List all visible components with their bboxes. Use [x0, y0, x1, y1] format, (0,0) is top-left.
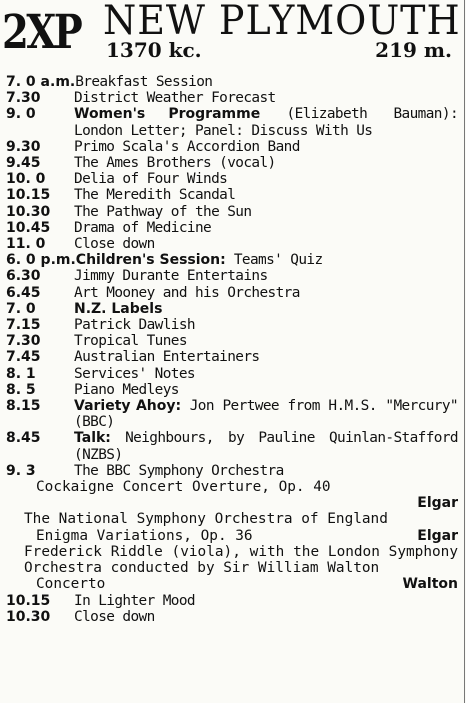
entry-time: 8. 5 — [6, 381, 36, 398]
listing-entry — [6, 187, 458, 203]
entry-title: Delia of Four Winds — [74, 171, 228, 188]
entry-time: 10.15 — [6, 187, 51, 204]
entry-time: 9.45 — [6, 155, 41, 172]
entry-time: 7.15 — [6, 317, 41, 334]
concert-composer: Walton — [402, 576, 458, 593]
concert-performers: The National Symphony Orchestra of England — [24, 511, 388, 528]
listing-entry — [6, 366, 458, 382]
entry-title: In Lighter Mood — [74, 592, 195, 609]
station-name: NEW PLYMOUTH — [103, 0, 461, 44]
entry-time: 7.45 — [6, 349, 41, 366]
entry-title: The Pathway of the Sun — [74, 203, 252, 220]
listing-entry — [6, 106, 458, 138]
listing-entry — [6, 398, 458, 430]
entry-title: The Ames Brothers (vocal) — [74, 155, 276, 172]
entry-heading: Children's Session: — [75, 252, 226, 269]
listing-entry — [6, 268, 458, 284]
listing-entry — [6, 382, 458, 398]
entry-time: 8.15 — [6, 398, 41, 415]
entry-title: Primo Scala's Accordion Band — [74, 138, 300, 155]
entry-heading: Women's Programme — [74, 106, 261, 123]
concert-work: Concerto — [36, 576, 106, 593]
entry-time: 7. 0 a.m. — [6, 74, 76, 90]
listing-entry — [6, 139, 458, 155]
entry-title: Tropical Tunes — [74, 333, 187, 350]
entry-title: Breakfast Session — [75, 74, 213, 90]
entry-time: 10.30 — [6, 608, 51, 625]
listing-entry — [6, 333, 458, 349]
concert-work: Cockaigne Concert Overture, Op. 40 — [36, 479, 331, 496]
entry-time: 8.45 — [6, 430, 41, 447]
entry-detail: Jon Pertwee from H.M.S. "Mercury" (BBC) — [74, 398, 458, 431]
entry-title: Close down — [74, 236, 155, 253]
listing-entry — [6, 609, 458, 625]
entry-title: Drama of Medicine — [74, 219, 212, 236]
entry-time: 6.45 — [6, 284, 41, 301]
entry-time: 7. 0 — [6, 300, 36, 317]
entry-heading: Talk: — [74, 430, 111, 447]
entry-title — [74, 398, 458, 430]
listing-entry — [6, 463, 458, 479]
entry-title: Jimmy Durante Entertains — [74, 268, 268, 285]
entry-title — [76, 252, 458, 268]
listing-entry — [6, 349, 458, 365]
concert-composer: Elgar — [417, 495, 458, 512]
entry-time: 7.30 — [6, 90, 41, 107]
entry-title: The Meredith Scandal — [74, 187, 236, 204]
concert-composer: Elgar — [417, 527, 458, 544]
entry-title: Piano Medleys — [74, 381, 179, 398]
entry-time: 10.45 — [6, 219, 51, 236]
entry-time: 8. 1 — [6, 365, 36, 382]
entry-time: 7.30 — [6, 333, 41, 350]
concert-work-row — [6, 528, 458, 544]
entry-title: Patrick Dawlish — [74, 317, 195, 334]
programme-listing — [6, 74, 458, 625]
entry-time: 10. 0 — [6, 171, 46, 188]
listing-entry — [6, 430, 458, 462]
listing-entry — [6, 204, 458, 220]
entry-title — [74, 301, 458, 317]
entry-title: District Weather Forecast — [74, 90, 276, 107]
entry-detail: Neighbours, by Pauline Quinlan-Stafford (NZBS) — [74, 430, 458, 463]
entry-heading: N.Z. Labels — [74, 300, 163, 317]
station-frequency: 1370 kc. — [106, 38, 202, 62]
concert-work: Enigma Variations, Op. 36 — [36, 527, 253, 544]
listing-entry — [6, 236, 458, 252]
entry-time: 10.15 — [6, 592, 51, 609]
listing-entry — [6, 317, 458, 333]
entry-time: 10.30 — [6, 203, 51, 220]
entry-title: Services' Notes — [74, 365, 195, 382]
column-rule — [464, 0, 465, 703]
concert-work-row — [6, 576, 458, 592]
entry-title: Art Mooney and his Orchestra — [74, 284, 300, 301]
entry-time: 11. 0 — [6, 236, 46, 253]
listing-entry — [6, 220, 458, 236]
entry-detail: Teams' Quiz — [225, 252, 323, 269]
entry-time: 9.30 — [6, 138, 41, 155]
station-callsign: 2XP — [2, 5, 81, 60]
listing-entry — [6, 171, 458, 187]
station-masthead — [2, 0, 462, 66]
entry-title: Australian Entertainers — [74, 349, 260, 366]
entry-title: Close down — [74, 608, 155, 625]
listing-entry — [6, 74, 458, 90]
listing-entry — [6, 155, 458, 171]
listing-entry — [6, 301, 458, 317]
entry-title: The BBC Symphony Orchestra — [74, 462, 284, 479]
entry-title — [74, 106, 458, 138]
listing-entry — [6, 285, 458, 301]
entry-time: 6.30 — [6, 268, 41, 285]
listing-entry — [6, 593, 458, 609]
entry-detail: (Elizabeth Bauman): London Letter; Panel: Discuss With Us — [74, 106, 459, 139]
listing-entry — [6, 90, 458, 106]
concert-performers: Frederick Riddle (viola), with the London Symphony Orchestra conducted by Sir William Walton — [24, 543, 458, 577]
station-wavelength: 219 m. — [375, 38, 452, 62]
listing-entry — [6, 252, 458, 268]
entry-time: 9. 0 — [6, 106, 36, 123]
entry-time: 9. 3 — [6, 462, 36, 479]
entry-title — [74, 430, 458, 462]
entry-time: 6. 0 p.m. — [6, 252, 76, 269]
entry-heading: Variety Ahoy: — [74, 398, 182, 415]
